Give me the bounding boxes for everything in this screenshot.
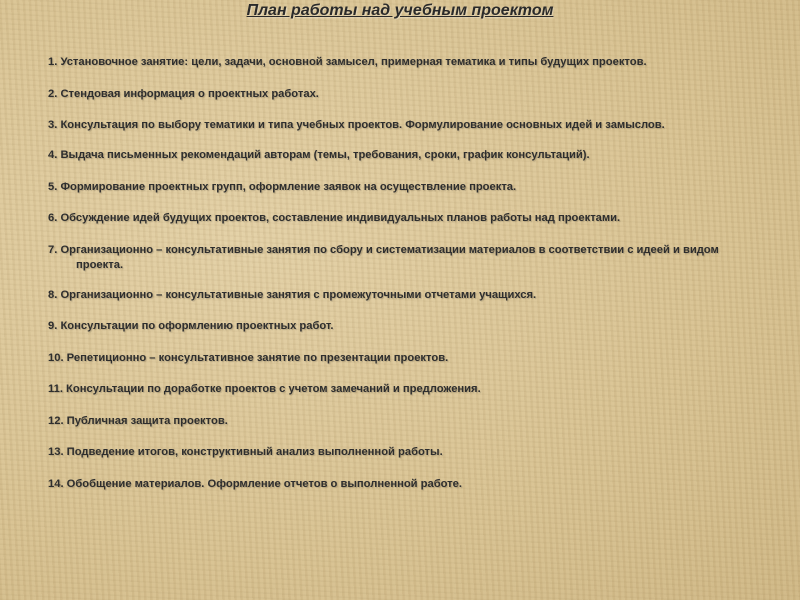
- list-item: 8. Организационно – консультативные занятия с промежуточными отчетами учащихся.: [48, 288, 537, 301]
- list-item: 9. Консультации по оформлению проектных работ.: [48, 320, 334, 332]
- list-item: 1. Установочное занятие: цели, задачи, основной замысел, примерная тематика и типы будущих проектов.: [48, 56, 647, 68]
- list-item: 4. Выдача письменных рекомендаций авторам (темы, требования, сроки, график консультаций).: [48, 149, 590, 161]
- list-item: 6. Обсуждение идей будущих проектов, составление индивидуальных планов работы над проектами.: [48, 212, 621, 224]
- list-item: 3. Консультация по выбору тематики и типа учебных проектов. Формулирование основных идей и замыслов.: [48, 119, 665, 131]
- list-item: 5. Формирование проектных групп, оформление заявок на осуществление проекта.: [48, 180, 517, 193]
- page-title: План работы над учебным проектом: [246, 2, 554, 19]
- list-item: 7. Организационно – консультативные занятия по сбору и систематизации материалов в соответствии с идеей и видом проекта.: [48, 243, 719, 271]
- list-item: 13. Подведение итогов, конструктивный анализ выполненной работы.: [48, 446, 443, 458]
- list-item: 12. Публичная защита проектов.: [48, 414, 228, 427]
- list-item: 10. Репетиционно – консультативное занятие по презентации проектов.: [48, 351, 449, 364]
- plan-list: [48, 55, 760, 508]
- list-item: 2. Стендовая информация о проектных работах.: [48, 87, 319, 100]
- list-item: 11. Консультации по доработке проектов с учетом замечаний и предложения.: [48, 383, 481, 395]
- list-item: 14. Обобщение материалов. Оформление отчетов о выполненной работе.: [48, 477, 462, 490]
